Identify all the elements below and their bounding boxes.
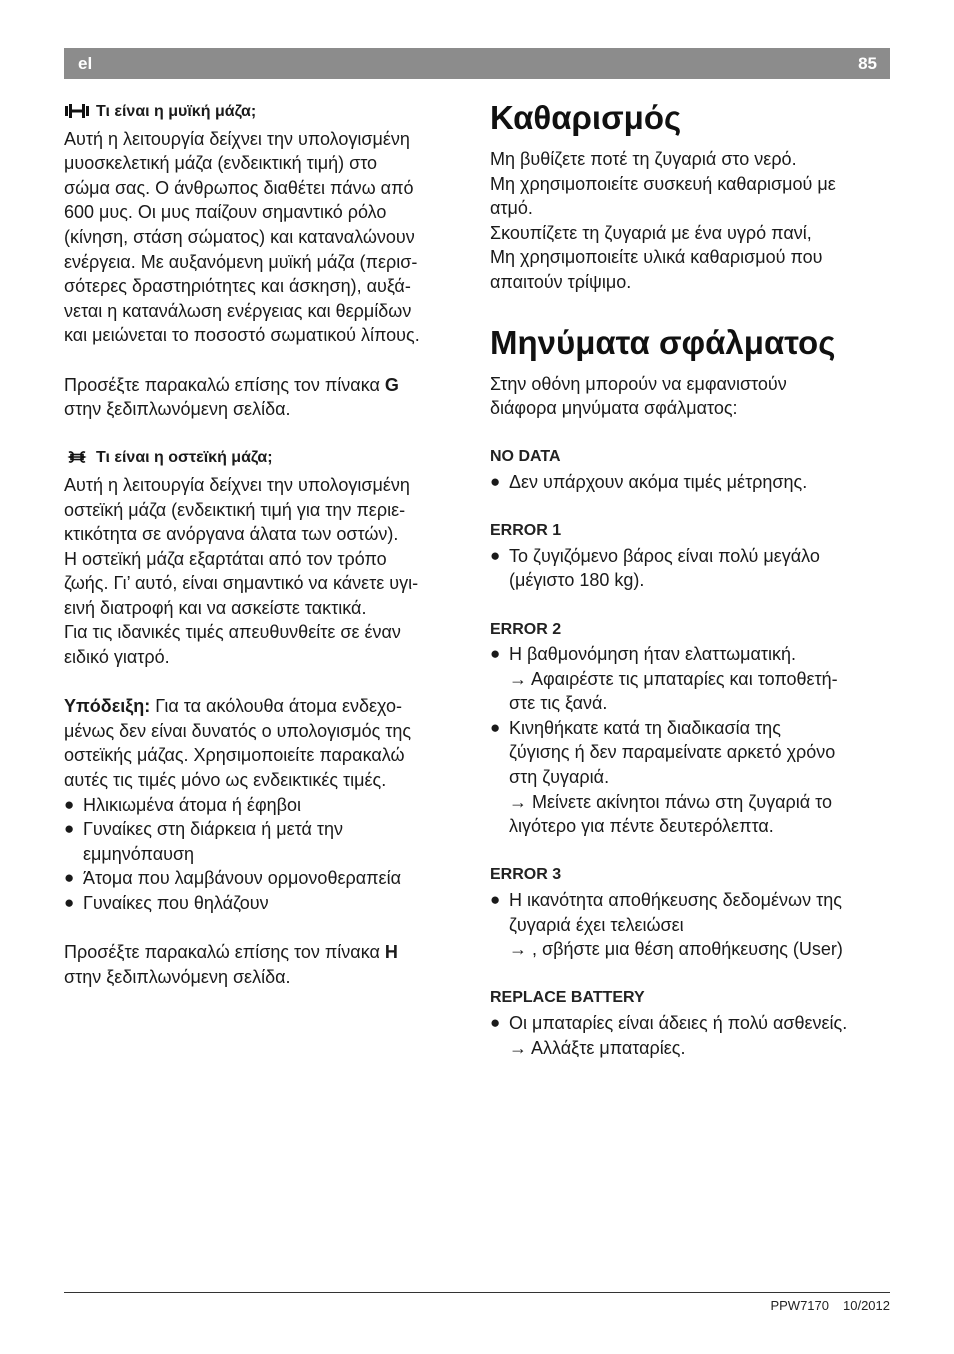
- list-item-line: Το ζυγιζόμενο βάρος είναι πολύ μεγάλο: [509, 545, 820, 566]
- list-item: [64, 817, 464, 866]
- errors-intro-line: διάφορα μηνύματα σφάλματος:: [490, 398, 738, 419]
- hint-line: αυτές τις τιμές μόνο ως ενδεικτικές τιμές.: [64, 770, 387, 791]
- left-column: [64, 100, 464, 989]
- error-message-list: [490, 421, 890, 1060]
- bone-mass-line: εινή διατροφή και να ασκείστε τακτικά.: [64, 597, 367, 618]
- list-item-line: Κινηθήκατε κατά τη διαδικασία της: [509, 717, 781, 738]
- muscle-mass-line: ενέργεια. Με αυξανόμενη μυϊκή μάζα (περισ-: [64, 251, 418, 272]
- cleaning-line: Σκουπίζετε τη ζυγαριά με ένα υγρό πανί,: [490, 222, 812, 243]
- bullet-dot: ●: [490, 545, 501, 565]
- list-item: [490, 544, 890, 593]
- muscle-mass-text: [64, 127, 464, 348]
- list-item-line: → Αλλάξτε μπαταρίες.: [509, 1037, 686, 1058]
- cleaning-line: Μη βυθίζετε ποτέ τη ζυγαριά στο νερό.: [490, 149, 797, 169]
- list-item-line: ζυγαριά έχει τελειώσει: [509, 914, 684, 935]
- error-code: REPLACE BATTERY: [490, 989, 645, 1007]
- bone-mass-title: Τι είναι η οστεϊκή μάζα;: [96, 449, 273, 467]
- error-code: ERROR 1: [490, 522, 562, 540]
- error-description-list: [490, 642, 890, 839]
- bullet-dot: ●: [490, 644, 501, 664]
- bullet-dot: ●: [64, 868, 75, 888]
- list-item-line: εμμηνόπαυση: [83, 843, 195, 864]
- list-item-line: → Μείνετε ακίνητοι πάνω στη ζυγαριά το: [509, 791, 833, 812]
- list-item-line: Η ικανότητα αποθήκευσης δεδομένων της: [509, 890, 842, 911]
- bullet-dot: ●: [490, 717, 501, 737]
- hint-line: οστεϊκής μάζας. Χρησιμοποιείτε παρακαλώ: [64, 745, 405, 766]
- right-column: [490, 100, 890, 1060]
- bone-mass-text: [64, 473, 464, 670]
- error-code: NO DATA: [490, 448, 561, 466]
- errors-intro-line: Στην οθόνη μπορούν να εμφανιστούν: [490, 373, 787, 394]
- hint-bullet-list: [64, 793, 464, 916]
- cleaning-text: [490, 147, 890, 295]
- list-item-line: στε τις ξανά.: [509, 693, 608, 714]
- muscle-mass-line: 600 μυς. Οι μυς παίζουν σημαντικό ρόλο: [64, 202, 387, 223]
- bone-table-note-line2: στην ξεδιπλωνόμενη σελίδα.: [64, 966, 291, 987]
- hint-first-line: Υπόδειξη: Για τα ακόλουθα άτομα ενδεχο-: [64, 696, 403, 717]
- muscle-mass-line: μυοσκελετική μάζα (ενδεικτική τιμή) στο: [64, 153, 378, 174]
- bone-mass-line: Η οστεϊκή μάζα εξαρτάται από τον τρόπο: [64, 548, 387, 569]
- list-item: [490, 1011, 890, 1060]
- muscle-mass-line: (κίνηση, στάση σώματος) και καταναλώνουν: [64, 226, 415, 247]
- footer-date: 10/2012: [843, 1298, 890, 1313]
- muscle-mass-line: Αυτή η λειτουργία δείχνει την υπολογισμένη: [64, 128, 410, 149]
- cleaning-line: Μη χρησιμοποιείτε υλικά καθαρισμού που: [490, 247, 823, 268]
- list-item: [64, 891, 464, 916]
- list-item-line: (μέγιστο 180 kg).: [509, 570, 645, 591]
- muscle-table-note-line2: στην ξεδιπλωνόμενη σελίδα.: [64, 399, 291, 420]
- list-item-line: → Αφαιρέστε τις μπαταρίες και τοποθετή-: [509, 668, 838, 689]
- errors-heading: Μηνύματα σφάλματος: [490, 323, 836, 361]
- list-item: [64, 866, 464, 891]
- list-item-line: Γυναίκες που θηλάζουν: [83, 893, 269, 913]
- list-item: [64, 793, 464, 818]
- footer-model: PPW7170: [770, 1298, 829, 1313]
- muscle-mass-line: νεται η κατανάλωση ενέργειας και θερμίδων: [64, 300, 412, 321]
- list-item-line: λιγότερο για πέντε δευτερόλεπτα.: [509, 816, 774, 837]
- error-description-list: [490, 1011, 890, 1060]
- cleaning-heading: Καθαρισμός: [490, 99, 682, 136]
- hint-label: Υπόδειξη:: [64, 696, 151, 717]
- bullet-dot: ●: [64, 819, 75, 839]
- hint-text: [64, 719, 464, 793]
- error-description-list: [490, 888, 890, 962]
- bone-mass-line: Αυτή η λειτουργία δείχνει την υπολογισμένη: [64, 474, 410, 495]
- list-item-line: στη ζυγαριά.: [509, 767, 610, 788]
- list-item-line: Ηλικιωμένα άτομα ή έφηβοι: [83, 794, 301, 815]
- list-item-line: ζύγισης ή δεν παραμείνατε αρκετό χρόνο: [509, 742, 836, 763]
- bone-mass-line: ειδικό γιατρό.: [64, 647, 170, 668]
- list-item: [490, 642, 890, 716]
- list-item-line: Γυναίκες στη διάρκεια ή μετά την: [83, 819, 343, 840]
- cleaning-line: απαιτούν τρίψιμο.: [490, 271, 632, 292]
- error-description-list: [490, 544, 890, 593]
- footer: [770, 1298, 890, 1313]
- bullet-dot: ●: [490, 1013, 501, 1032]
- error-code: ERROR 2: [490, 620, 562, 638]
- dumbbell-icon: [64, 102, 90, 127]
- list-item-line: Οι μπαταρίες είναι άδειες ή πολύ ασθενείς.: [509, 1013, 848, 1033]
- list-item: [490, 888, 890, 962]
- hint-line: μένως δεν είναι δυνατός ο υπολογισμός της: [64, 720, 412, 741]
- list-item: [490, 470, 890, 495]
- error-code: ERROR 3: [490, 866, 562, 884]
- language-code: el: [78, 54, 93, 73]
- page-number: 85: [858, 54, 877, 73]
- bone-mass-line: οστεϊκή μάζα (ενδεικτική τιμή για την περιε-: [64, 499, 406, 520]
- bone-mass-line: κτικότητα σε ανόργανα άλατα των οστών).: [64, 524, 399, 545]
- bone-mass-heading: [64, 446, 464, 473]
- muscle-mass-heading: [64, 100, 464, 127]
- page-header-bar: [64, 48, 890, 79]
- cleaning-line: ατμό.: [490, 198, 533, 219]
- list-item-line: Δεν υπάρχουν ακόμα τιμές μέτρησης.: [509, 471, 808, 492]
- muscle-mass-line: σότερες δραστηριότητες και άσκηση), αυξά-: [64, 276, 411, 297]
- bone-table-note: Προσέξτε παρακαλώ επίσης τον πίνακα H: [64, 942, 398, 963]
- error-description-list: [490, 470, 890, 495]
- bullet-dot: ●: [64, 794, 75, 814]
- list-item-line: Άτομα που λαμβάνουν ορμονοθεραπεία: [83, 868, 401, 889]
- bone-mass-line: ζωής. Γι’ αυτό, είναι σημαντικό να κάνετε υγι-: [64, 573, 419, 594]
- bullet-dot: ●: [490, 471, 501, 491]
- list-item: [490, 716, 890, 839]
- muscle-mass-title: Τι είναι η μυϊκή μάζα;: [96, 103, 257, 120]
- bullet-dot: ●: [490, 890, 501, 910]
- muscle-mass-line: και μειώνεται το ποσοστό σωματικού λίπους.: [64, 325, 420, 346]
- bone-mass-line: Για τις ιδανικές τιμές απευθυνθείτε σε έναν: [64, 622, 401, 643]
- table-ref-h: H: [384, 942, 398, 963]
- muscle-mass-line: σώμα σας. Ο άνθρωπος διαθέτει πάνω από: [64, 177, 414, 198]
- list-item-line: → , σβήστε μια θέση αποθήκευσης (User): [509, 939, 843, 960]
- muscle-table-note: Προσέξτε παρακαλώ επίσης τον πίνακα G: [64, 374, 399, 395]
- table-ref-g: G: [384, 374, 399, 395]
- list-item-line: Η βαθμονόμηση ήταν ελαττωματική.: [509, 644, 797, 665]
- footer-divider: [64, 1292, 890, 1293]
- cleaning-line: Μη χρησιμοποιείτε συσκευή καθαρισμού με: [490, 173, 836, 194]
- bullet-dot: ●: [64, 893, 75, 912]
- bone-icon: [64, 448, 90, 473]
- errors-intro-text: [490, 372, 890, 421]
